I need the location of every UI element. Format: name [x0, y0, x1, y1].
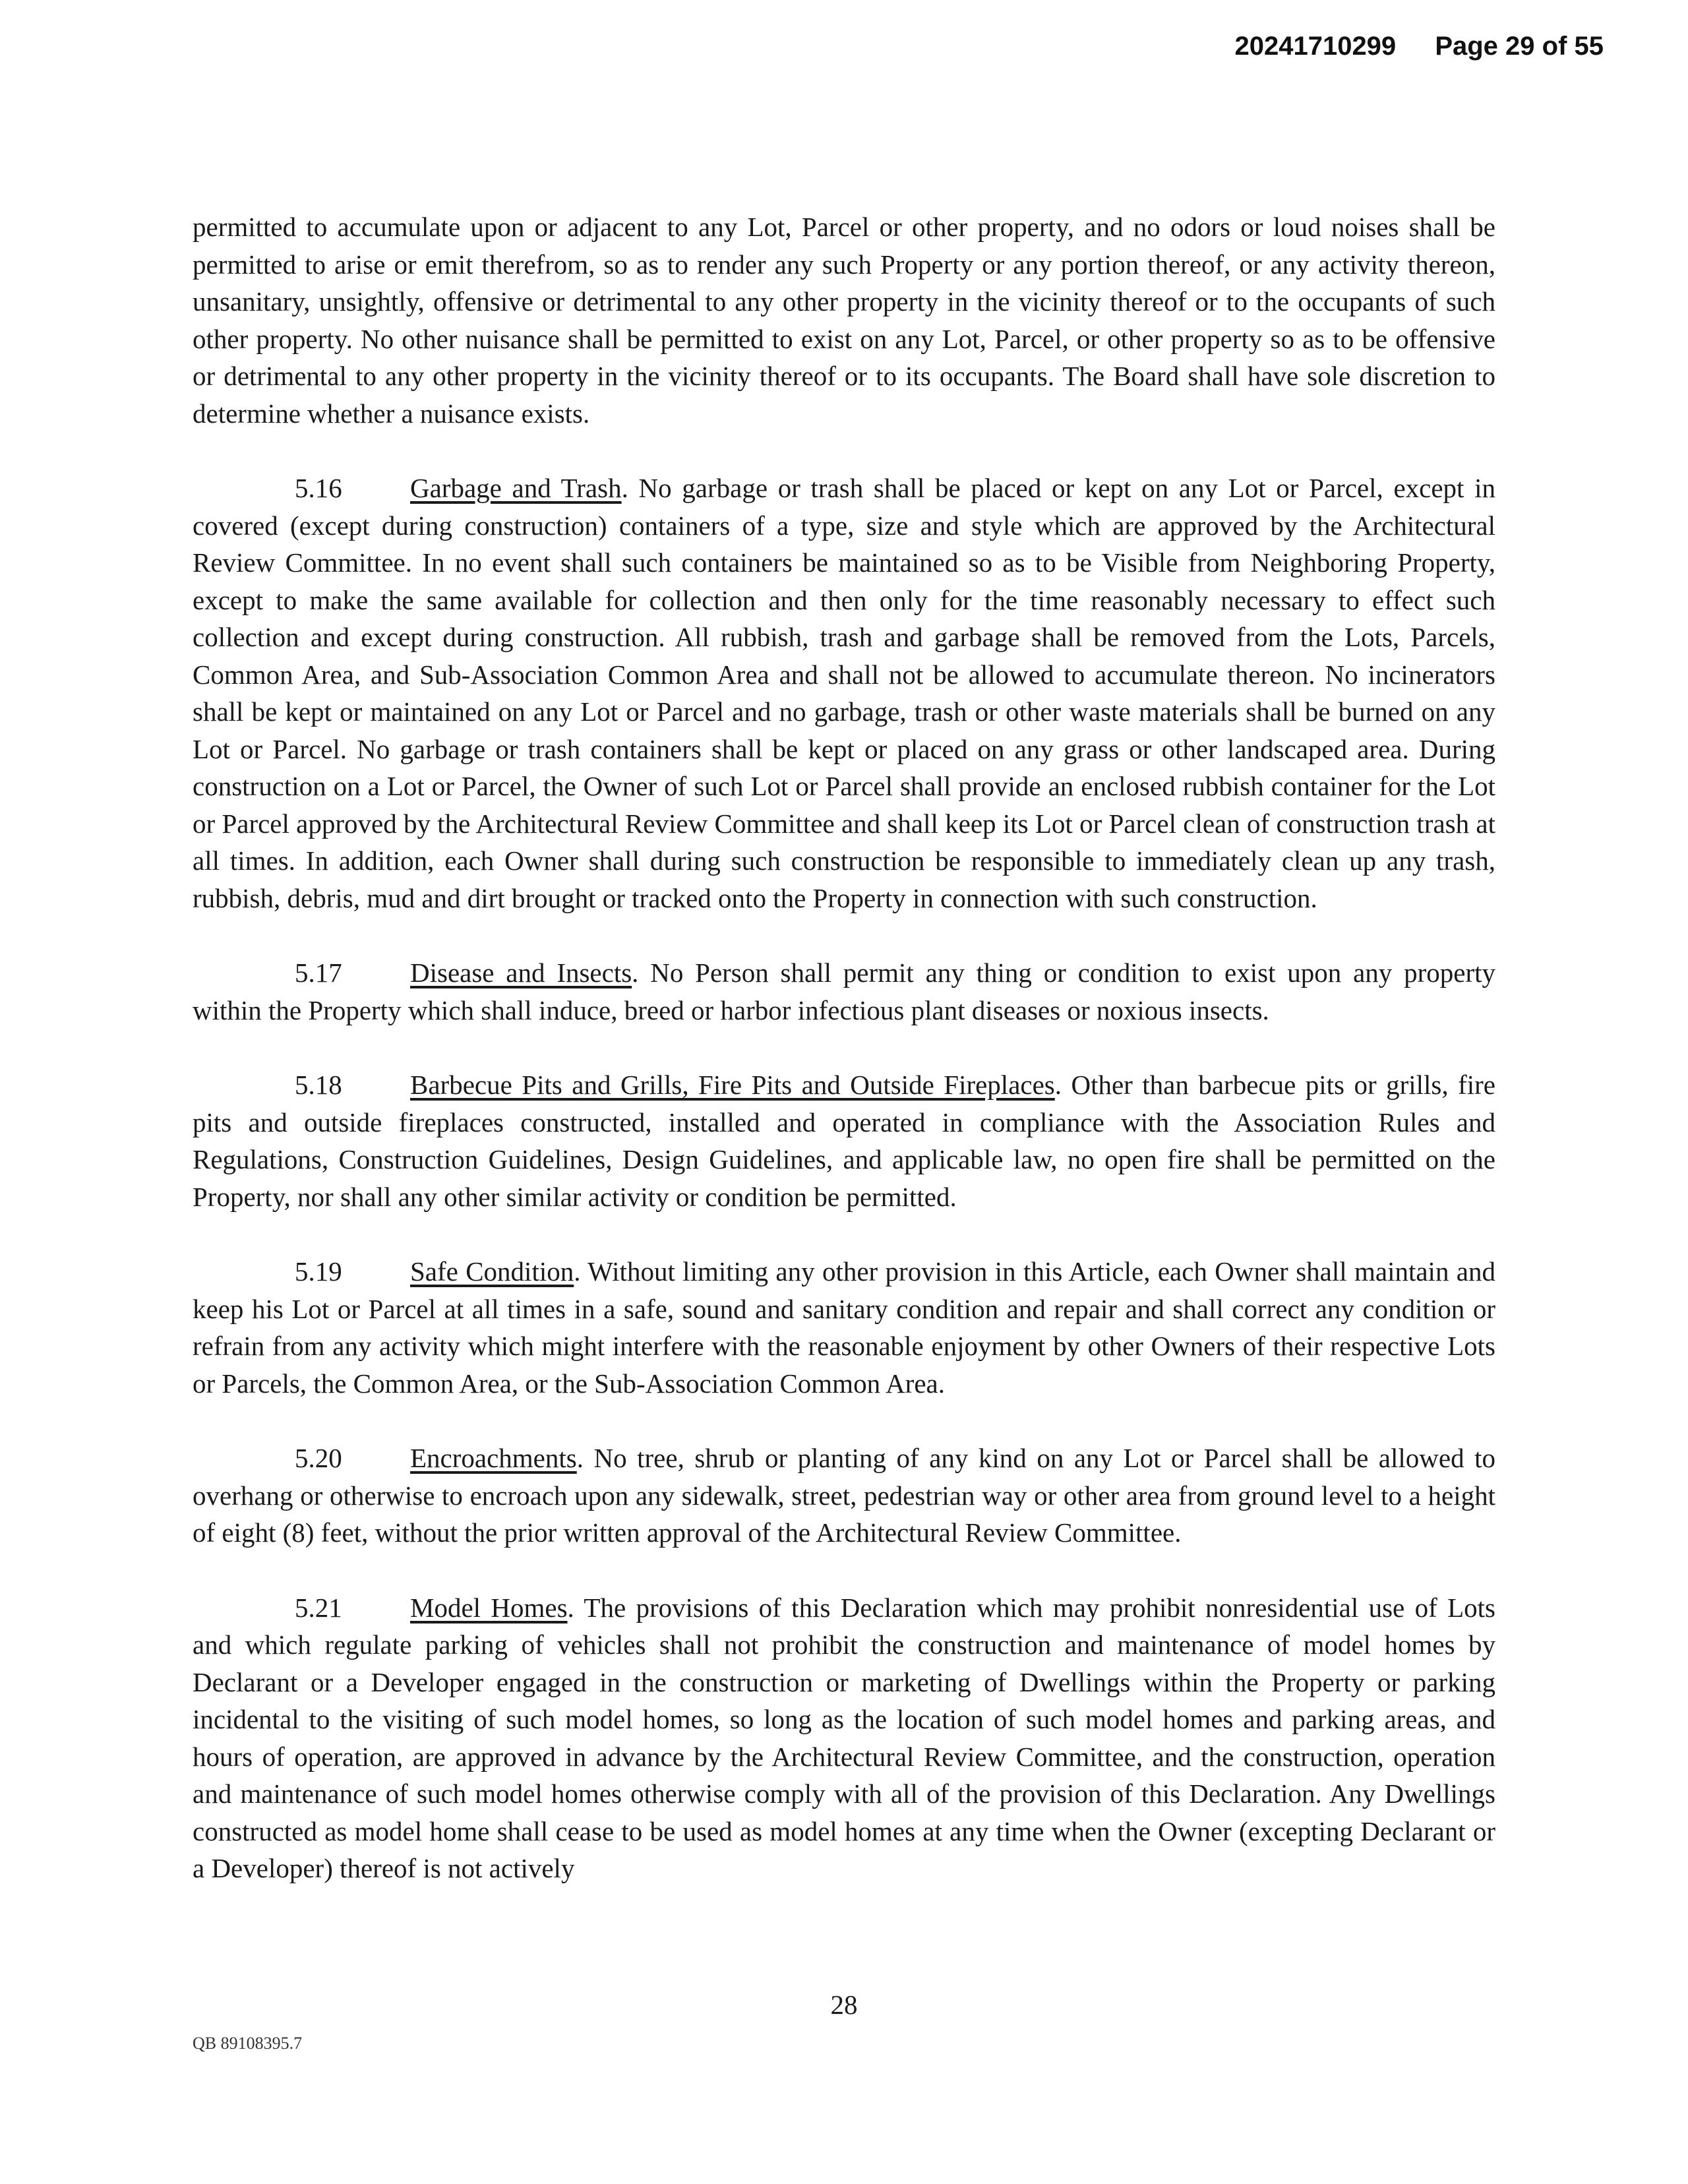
document-number: 20241710299 — [1234, 32, 1397, 61]
section-heading: Encroachments — [410, 1443, 577, 1473]
section-number: 5.17 — [295, 957, 342, 988]
section-number: 5.21 — [295, 1592, 342, 1623]
section-5-21 — [193, 1589, 1495, 1887]
section-heading: Garbage and Trash — [410, 473, 622, 503]
section-heading: Safe Condition — [410, 1256, 574, 1287]
section-text: . Other than barbecue pits or grills, fire pits and outside fireplaces constructed, installed and operated in compliance with the Association Rules and Regulations, Construction Guidelines, Design Guidelines, and applicable law, no open fire shall be permitted on the Property, nor shall any other similar activity or condition be permitted. — [193, 1070, 1495, 1212]
section-5-20 — [193, 1440, 1495, 1552]
section-text: . The provisions of this Declaration which may prohibit nonresidential use of Lots and which regulate parking of vehicles shall not prohibit the construction and maintenance of model homes by Declarant or a Developer engaged in the construction or marketing of Dwellings within the Property or parking incidental to the visiting of such model homes, so long as the location of such model homes and parking areas, and hours of operation, are approved in advance by the Architectural Review Committee, and the construction, operation and maintenance of such model homes otherwise comply with all of the provision of this Declaration. Any Dwellings constructed as model home shall cease to be used as model homes at any time when the Owner (excepting Declarant or a Developer) thereof is not actively — [193, 1592, 1495, 1883]
section-5-18 — [193, 1066, 1495, 1215]
section-number: 5.20 — [295, 1443, 342, 1473]
section-number: 5.18 — [295, 1070, 342, 1100]
document-body — [193, 208, 1495, 1925]
page-label: Page 29 of 55 — [1435, 32, 1604, 61]
section-text: . No garbage or trash shall be placed or kept on any Lot or Parcel, except in covered (except during construction) containers of a type, size and style which are approved by the Architectural Review Committee. In no event shall such containers be maintained so as to be Visible from Neighboring Property, except to make the same available for collection and then only for the time reasonably necessary to effect such collection and except during construction. All rubbish, trash and garbage shall be removed from the Lots, Parcels, Common Area, and Sub-Association Common Area and shall not be allowed to accumulate thereon. No incinerators shall be kept or maintained on any Lot or Parcel and no garbage, trash or other waste materials shall be burned on any Lot or Parcel. No garbage or trash containers shall be kept or placed on any grass or other landscaped area. During construction on a Lot or Parcel, the Owner of such Lot or Parcel shall provide an enclosed rubbish container for the Lot or Parcel approved by the Architectural Review Committee and shall keep its Lot or Parcel clean of construction trash at all times. In addition, each Owner shall during such construction be responsible to immediately clean up any trash, rubbish, debris, mud and dirt brought or tracked onto the Property in connection with such construction. — [193, 473, 1495, 913]
section-number: 5.16 — [295, 473, 342, 503]
section-heading: Model Homes — [410, 1592, 568, 1623]
section-text: . No tree, shrub or planting of any kind on any Lot or Parcel shall be allowed to overhang or otherwise to encroach upon any sidewalk, street, pedestrian way or other area from ground level to a height of eight (8) feet, without the prior written approval of the Architectural Review Committee. — [193, 1443, 1495, 1548]
page-header — [1234, 32, 1604, 61]
section-5-17 — [193, 954, 1495, 1029]
page-number: 28 — [830, 1989, 858, 2020]
section-5-19 — [193, 1253, 1495, 1402]
section-text: . No Person shall permit any thing or condition to exist upon any property within the Property which shall induce, breed or harbor infectious plant diseases or noxious insects. — [193, 957, 1495, 1025]
document-id: QB 89108395.7 — [193, 2034, 303, 2053]
section-heading: Disease and Insects — [410, 957, 632, 988]
section-heading: Barbecue Pits and Grills, Fire Pits and Outside Fireplaces — [410, 1070, 1055, 1100]
section-5-16 — [193, 470, 1495, 917]
section-text: . Without limiting any other provision in this Article, each Owner shall maintain and keep his Lot or Parcel at all times in a safe, sound and sanitary condition and repair and shall correct any condition or refrain from any activity which might interfere with the reasonable enjoyment by other Owners of their respective Lots or Parcels, the Common Area, or the Sub-Association Common Area. — [193, 1256, 1495, 1399]
intro-paragraph: permitted to accumulate upon or adjacent to any Lot, Parcel or other property, and no odors or loud noises shall be permitted to arise or emit therefrom, so as to render any such Property or any portion thereof, or any activity thereon, unsanitary, unsightly, offensive or detrimental to any other property in the vicinity thereof or to the occupants of such other property. No other nuisance shall be permitted to exist on any Lot, Parcel, or other property so as to be offensive or detrimental to any other property in the vicinity thereof or to its occupants. The Board shall have sole discretion to determine whether a nuisance exists. — [193, 212, 1495, 429]
section-number: 5.19 — [295, 1256, 342, 1287]
